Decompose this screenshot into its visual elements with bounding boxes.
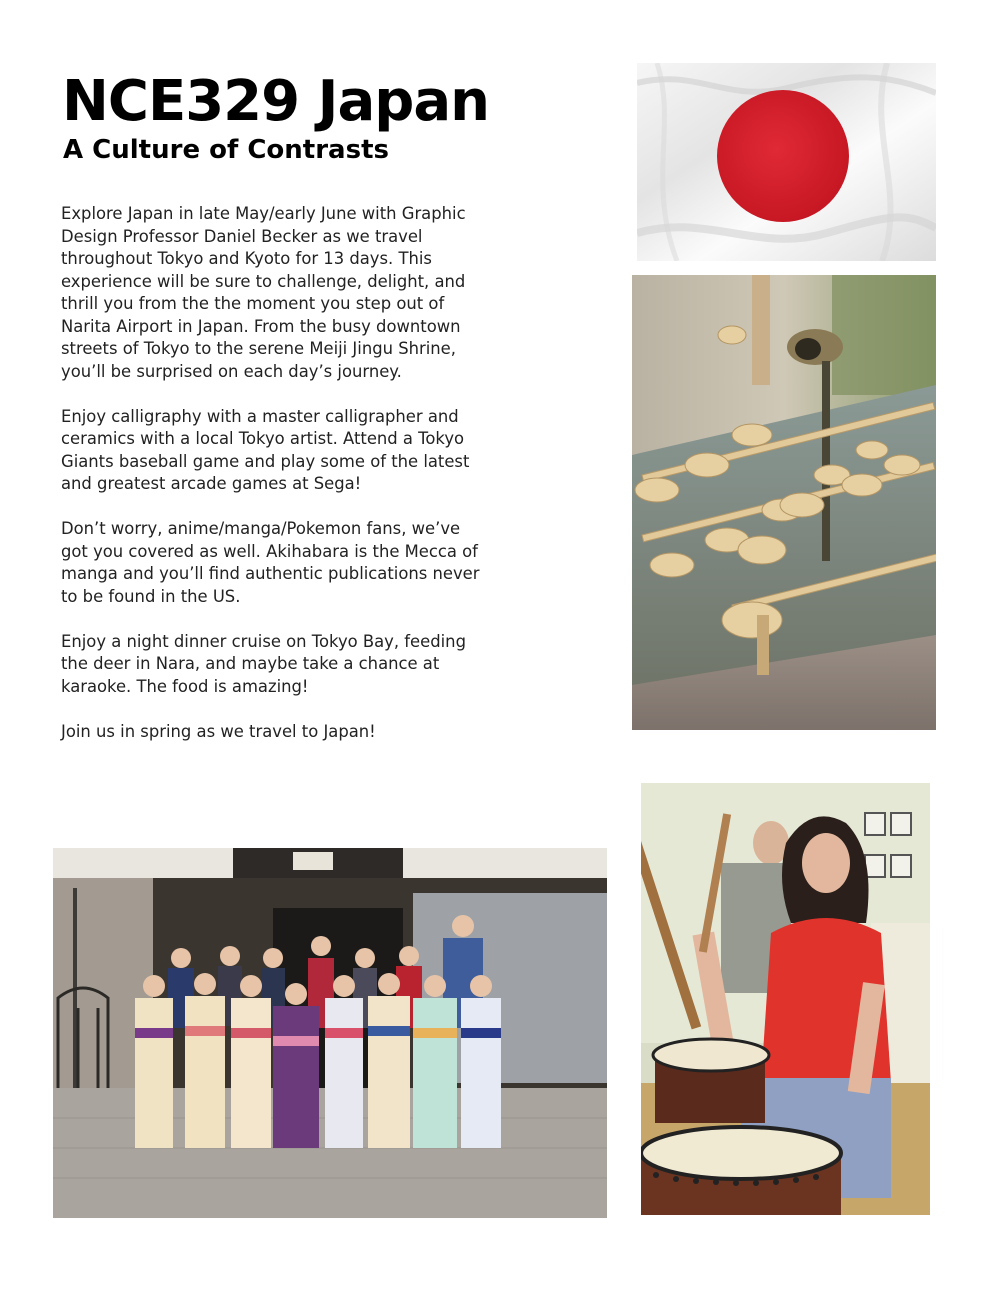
paragraph-activities: Enjoy calligraphy with a master calligrapher and ceramics with a local Tokyo artist. Attend a Tokyo Giants baseball game and play some of the latest and greatest arcade games at Sega!	[61, 406, 470, 493]
paragraph-anime: Don’t worry, anime/manga/Pokemon fans, we’ve got you covered as well. Akihabara is the Mecca of manga and you’ll find authentic publications never to be found in the US.	[61, 519, 480, 606]
page-title: NCE329 Japan	[62, 69, 489, 134]
taiko-drumming-photo	[641, 783, 930, 1215]
paragraph-closing: Join us in spring as we travel to Japan!	[61, 721, 376, 741]
paragraph-intro: Explore Japan in late May/early June with Graphic Design Professor Daniel Becker as we travel throughout Tokyo and Kyoto for 13 days. This experience will be sure to challenge, delight, and thrill you from the the moment you step out of Narita Airport in Japan. From the busy downtown streets of Tokyo to the serene Meiji Jingu Shrine, you’ll be surprised on each day’s journey.	[61, 204, 466, 381]
purification-fountain-photo	[632, 275, 936, 730]
page-subtitle: A Culture of Contrasts	[63, 135, 389, 165]
japan-flag-photo	[637, 63, 936, 261]
group-yukata-photo	[53, 848, 607, 1218]
body-text	[61, 203, 491, 766]
paragraph-food: Enjoy a night dinner cruise on Tokyo Bay, feeding the deer in Nara, and maybe take a chance at karaoke. The food is amazing!	[61, 631, 466, 696]
